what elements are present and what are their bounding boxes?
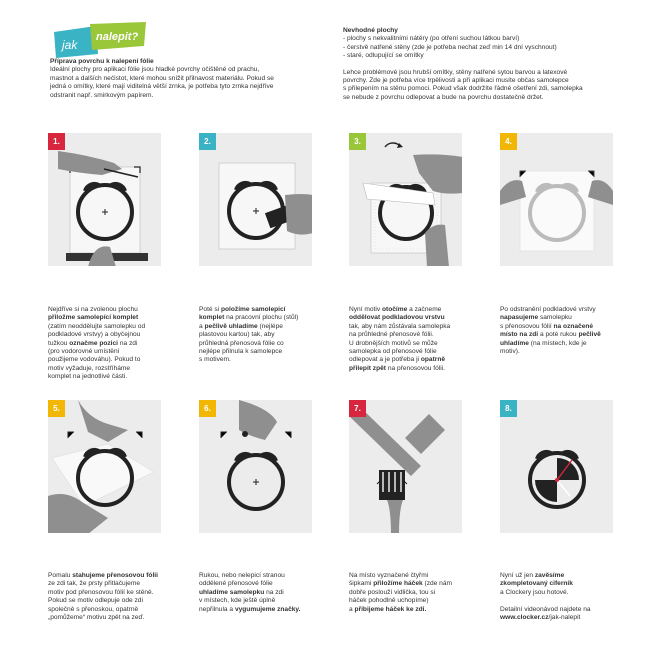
step-text-line: s přenosovou fólií na označené [500, 322, 594, 330]
step-text-line: samolepka od přenosové fólie [349, 348, 437, 356]
step-8-description [500, 572, 618, 622]
step-text-line: s motivem. [199, 356, 231, 364]
unsuitable-note-line: s přilepením na stěnu pomoci. Pokud však dodržíte řádné ošetření zdi, samolepka [343, 85, 583, 93]
step-number-badge: 6. [199, 400, 216, 417]
step-text-line: U drobnějších motivů se může [349, 339, 438, 347]
step-5-description [48, 572, 166, 622]
step-8-panel [500, 400, 613, 533]
jak-nalepit-logo [52, 22, 148, 62]
step-text-line: motiv pod přenosovou fólií ke stěně. [48, 588, 154, 596]
step-6-panel [199, 400, 312, 533]
step-4-description [500, 306, 618, 356]
intro-surface-preparation [50, 58, 320, 100]
step-text-line: motiv). [500, 348, 520, 356]
step-4-panel [500, 133, 613, 266]
intro-unsuitable-surfaces [343, 27, 613, 102]
step-text-line: odlepovat a je potřeba ji opatrně [349, 356, 446, 364]
step-3-description [349, 306, 467, 373]
step-text-line: použijeme vodováhu). Pokud to [48, 356, 141, 364]
step-text-line: Pomalu stahujeme přenosovou fólii [48, 572, 158, 579]
step-text-line: průhledná přenosová fólie co [199, 339, 284, 347]
unsuitable-line: - plochy s nekvalitními nátěry (po otření suchou látkou barví) [343, 35, 520, 43]
step-text-line: uhladíme (na místech, kde je [500, 339, 587, 347]
step-text-line: Nyní motiv otočíme a začneme [349, 306, 442, 313]
step-text-line: napasujeme samolepku [500, 314, 572, 322]
step-number-badge: 8. [500, 400, 517, 417]
step-text-line: zkompletovaný ciferník [500, 580, 573, 588]
step-text-line: dobře poslouží vidlička, tou si [349, 588, 436, 596]
step-text-line: Po odstranění podkladové vrstvy [500, 306, 596, 313]
logo-word-jak: jak [62, 38, 78, 52]
step-text-line: motiv vyžaduje, rozstříháme [48, 364, 131, 372]
step-text-line: v místech, kde ještě úplně [199, 597, 276, 605]
step-text-line: místo na zdi a poté rukou pečlivě [500, 331, 601, 339]
unsuitable-note-line: povrchy. Zde je potřeba více trpělivosti a při aplikaci musíte občas samolepce [343, 77, 569, 85]
step-text-line: podkladové vrstvy) a obyčejnou [48, 331, 141, 339]
step-6-description [199, 572, 317, 614]
step-7-illustration [349, 400, 462, 533]
step-text-line: Pokud se motiv odlepuje ode zdi [48, 597, 143, 605]
step-text-line: a Clockery jsou hotové. [500, 588, 569, 596]
step-text-line: tužkou označme pozici na zdi [48, 339, 138, 347]
step-text-line: nepřilnula a vygumujeme značky. [199, 605, 301, 613]
step-text-line: společně s přenoskou, opatrně [48, 605, 139, 613]
step-text-line: Nyní už jen zavěsíme [500, 572, 565, 579]
step-text-line: plastovou kartou) tak, aby [199, 331, 275, 339]
step-5-illustration [48, 400, 161, 533]
step-text-line: (pro vodorovné umístění [48, 348, 120, 356]
step-text-line: „pomůžeme“ motivu zpět na zeď. [48, 614, 145, 622]
step-text-line: šipkami přiložíme háček (zde nám [349, 580, 452, 588]
unsuitable-note-line: Lehce problémové jsou hrubší omítky, stěny natřené sytou barvou a latexové [343, 68, 568, 76]
step-3-illustration [349, 133, 462, 266]
step-text-line: uhladíme samolepku na zdi [199, 588, 284, 596]
unsuitable-title: Nevhodné plochy [343, 27, 398, 34]
unsuitable-note-line: se nebude z povrchu odlepovat a bude na povrchu dostatečně držet. [343, 93, 544, 101]
step-3-panel [349, 133, 462, 266]
step-1-illustration [48, 133, 161, 266]
step-number-badge: 3. [349, 133, 366, 150]
step-2-illustration [199, 133, 312, 266]
step-text-line: Na místo vyznačené čtyřmi [349, 572, 429, 579]
step-text-line: oddělené přenosové fólie [199, 580, 273, 588]
step-4-illustration [500, 133, 613, 266]
step-text-line: Detailní videonávod najdete na [500, 605, 591, 613]
step-text-line: a přibijeme háček ke zdi. [349, 605, 427, 613]
step-text-line: Rukou, nebo nelepicí stranou [199, 572, 285, 579]
step-6-illustration [199, 400, 312, 533]
step-text-line: na průhledné přenosové fólii. [349, 331, 434, 339]
step-number-badge: 4. [500, 133, 517, 150]
step-text-line: komplet na pracovní plochu (stůl) [199, 314, 299, 322]
step-text-line: (zatím neoddělujte samolepku od [48, 322, 146, 330]
step-text-line: www.clocker.cz/jak-nalepit [500, 614, 581, 622]
step-text-line: komplet na jednotlivé části. [48, 373, 128, 381]
step-text-line: nejlépe přilnula k samolepce [199, 348, 283, 356]
step-text-line: Poté si položíme samolepicí [199, 306, 286, 313]
step-text-line: tak, aby nám zůstávala samolepka [349, 322, 451, 330]
step-2-panel [199, 133, 312, 266]
step-1-panel [48, 133, 161, 266]
step-text-line: přiložme samolepící komplet [48, 314, 139, 322]
step-number-badge: 5. [48, 400, 65, 417]
step-2-description [199, 306, 317, 365]
intro-line: odstranit např. smirkovým papírem. [50, 91, 154, 99]
step-text-line: přilepit zpět na přenosovou fólii. [349, 364, 446, 372]
step-text-line: oddělovat podkladovou vrstvu [349, 314, 445, 322]
step-text-line [500, 597, 618, 605]
unsuitable-line: - čerstvě natřené stěny (zde je potřeba nechat zeď min 14 dní vyschnout) [343, 43, 557, 51]
step-number-badge: 1. [48, 133, 65, 150]
step-8-illustration [500, 400, 613, 533]
unsuitable-line: - staré, odlupující se omítky [343, 52, 424, 60]
intro-line: Ideální plochy pro aplikaci fólie jsou hladké povrchy očištěné od prachu, [50, 66, 260, 74]
step-text-line: háček pohodlně uchopíme) [349, 597, 429, 605]
step-text-line: a pečlivě uhladíme (nejlépe [199, 322, 283, 330]
step-text-line: Nejdříve si na zvolenou plochu [48, 306, 138, 313]
step-5-panel [48, 400, 161, 533]
intro-title: Příprava povrchu k nalepení fólie [50, 58, 154, 65]
step-7-panel [349, 400, 462, 533]
intro-line: mastnot a dalších nečistot, které mohou snížit přilnavost materiálu. Pokud se [50, 74, 274, 82]
step-text-line: ze zdi tak, že prsty přitlačujeme [48, 580, 140, 588]
logo-word-nalepit: nalepit? [96, 31, 139, 43]
step-number-badge: 7. [349, 400, 366, 417]
intro-line: jedná o omítky, které mají viditelná větší zrnka, je potřeba tyto zrnka nejdříve [50, 83, 274, 91]
step-7-description [349, 572, 467, 614]
step-number-badge: 2. [199, 133, 216, 150]
step-1-description [48, 306, 166, 382]
